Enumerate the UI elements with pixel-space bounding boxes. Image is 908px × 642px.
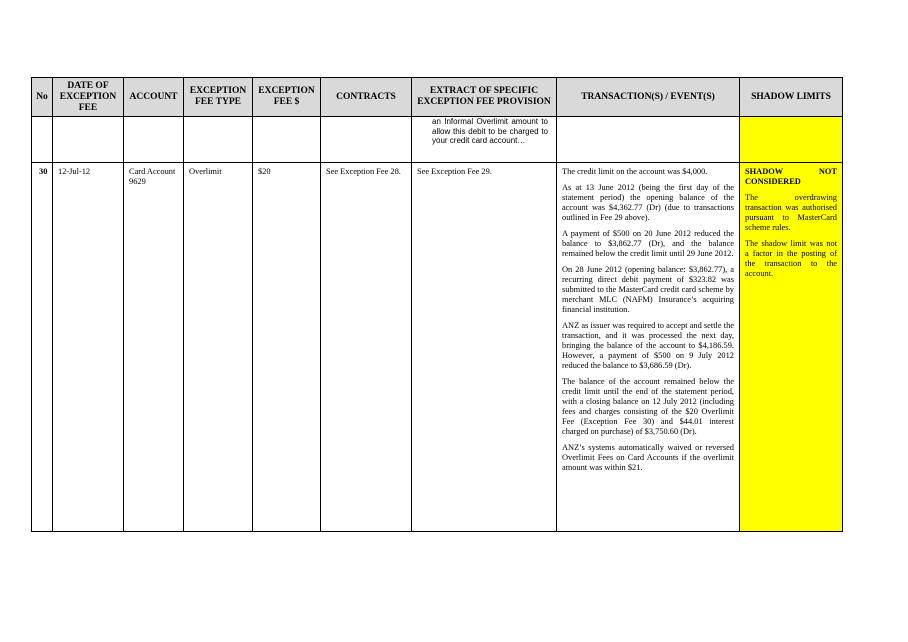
contracts-ref: See Exception Fee 28.	[326, 167, 401, 176]
transaction-paragraph: A payment of $500 on 20 June 2012 reduced the balance to $3,862.77 (Dr), and the balance remained below the credit limit until 29 June 2012.	[562, 229, 734, 258]
table-row	[32, 163, 843, 532]
header-row	[32, 78, 843, 117]
header-date: DATE OF EXCEPTION FEE	[53, 78, 124, 117]
extract-ref: See Exception Fee 29.	[417, 167, 492, 176]
fee-type: Overlimit	[189, 167, 222, 176]
continuation-extract-text: an Informal Overlimit amount to allow this debit to be charged to your credit card account…	[432, 117, 548, 145]
account-name: Card Account 9629	[129, 167, 176, 186]
transaction-paragraph: On 28 June 2012 (opening balance: $3,862.77), a recurring direct debit payment of $323.82 was submitted to the MasterCard credit card scheme by merchant MLC (NAFM) Insurance’s acquiring financial institution.	[562, 265, 734, 314]
transactions-text	[557, 163, 739, 475]
transaction-paragraph: The balance of the account remained below the credit limit until the end of the statement period, with a closing balance on 12 July 2012 (including fees and charges consisting of the $20 Overlimit Fee (Exception Fee 30) and $44.01 interest charged on purchase) of $3,750.60 (Dr).	[562, 377, 734, 436]
header-shadow-limits: SHADOW LIMITS	[740, 78, 843, 117]
transaction-paragraph: ANZ as issuer was required to accept and settle the transaction, and it was processed the next day, bringing the balance of the account to $4,186.59. However, a payment of $500 on 9 July 2012 reduced the balance to $3,686.59 (Dr).	[562, 321, 734, 370]
header-no: No	[32, 78, 53, 117]
continuation-row	[32, 117, 843, 163]
shadow-paragraph: The shadow limit was not a factor in the posting of the transaction to the account.	[745, 239, 837, 278]
row-number: 30	[39, 167, 48, 176]
shadow-paragraph: The overdrawing transaction was authorised pursuant to MasterCard scheme rules.	[745, 193, 837, 232]
transaction-paragraph: The credit limit on the account was $4,000.	[562, 167, 708, 176]
continuation-shadow-cell	[740, 117, 843, 163]
shadow-limits-cell	[740, 163, 843, 532]
fee-amount: $20	[258, 167, 271, 176]
header-fee-amount: EXCEPTION FEE $	[253, 78, 321, 117]
header-account: ACCOUNT	[124, 78, 184, 117]
header-extract: EXTRACT OF SPECIFIC EXCEPTION FEE PROVISION	[412, 78, 557, 117]
exception-fee-table	[31, 77, 843, 532]
shadow-status: SHADOW NOT CONSIDERED	[745, 167, 837, 186]
transaction-paragraph: As at 13 June 2012 (being the first day of the statement period) the opening balance of the account was $4,362.77 (Dr) (due to transactions outlined in Fee 29 above).	[562, 183, 734, 222]
fee-date: 12-Jul-12	[58, 167, 91, 176]
header-transactions: TRANSACTION(S) / EVENT(S)	[557, 78, 740, 117]
header-contracts: CONTRACTS	[321, 78, 412, 117]
transaction-paragraph: ANZ’s systems automatically waived or reversed Overlimit Fees on Card Accounts if the overlimit amount was within $21.	[562, 443, 734, 472]
header-fee-type: EXCEPTION FEE TYPE	[184, 78, 253, 117]
